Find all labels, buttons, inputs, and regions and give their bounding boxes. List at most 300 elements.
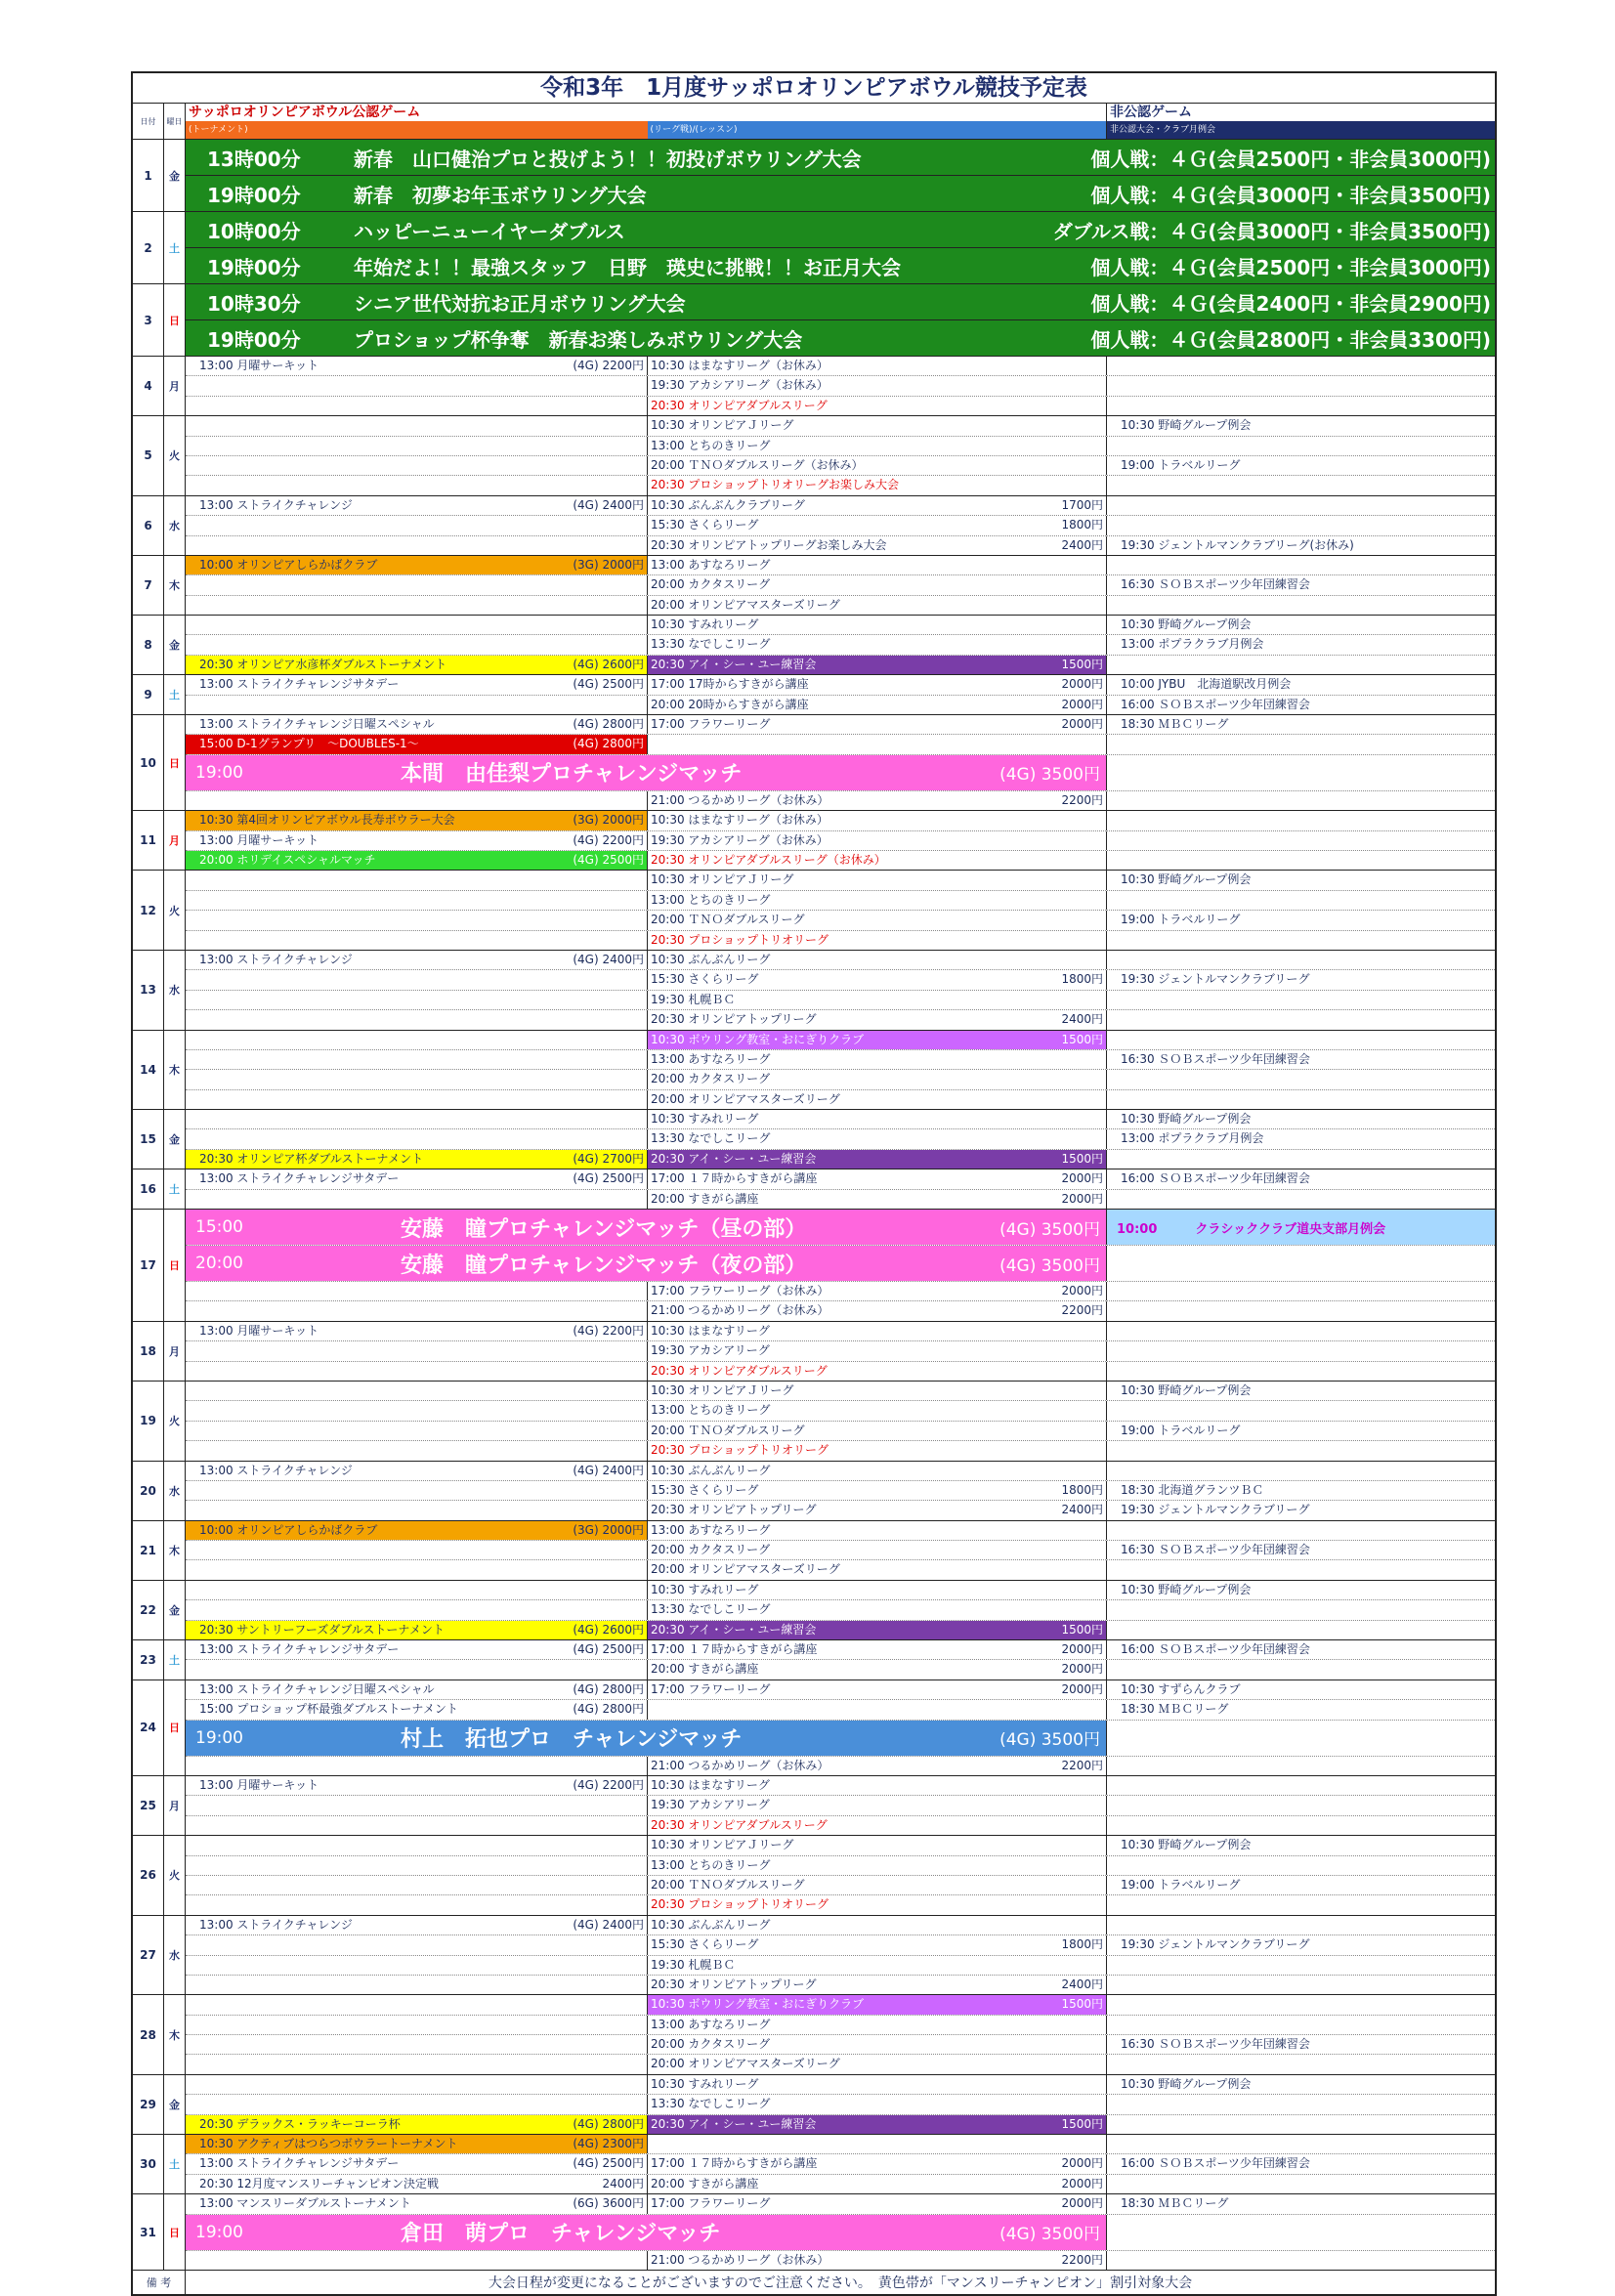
league-cell bbox=[648, 1322, 1107, 1340]
day-number: 2 bbox=[133, 212, 164, 283]
table-row bbox=[186, 991, 1495, 1010]
event-name: 20:30 オリンピア杯ダブルストーナメント bbox=[199, 1151, 424, 1166]
league-cell bbox=[648, 1169, 1107, 1188]
weekday: 木 bbox=[164, 1031, 186, 1110]
tournament-cell bbox=[186, 851, 648, 870]
weekday: 木 bbox=[164, 1995, 186, 2074]
league-cell bbox=[648, 1916, 1107, 1935]
table-row bbox=[186, 970, 1495, 990]
event-name bbox=[1121, 951, 1492, 969]
nonofficial-cell bbox=[1107, 2215, 1495, 2250]
weekday: 日 bbox=[164, 2194, 186, 2270]
event-name: 21:00 つるかめリーグ（お休み） bbox=[651, 1303, 829, 1318]
event-name: 10:30 ぶんぶんリーグ bbox=[651, 1463, 771, 1477]
day-block bbox=[133, 1110, 1495, 1169]
league-cell bbox=[648, 2016, 1107, 2034]
tournament-cell bbox=[186, 616, 648, 634]
event-name: 17:00 フラワーリーグ（お休み） bbox=[651, 1284, 829, 1298]
tournament-cell bbox=[186, 656, 648, 674]
table-row bbox=[186, 791, 1495, 810]
event-name: 20:30 オリンピア水彦杯ダブルストーナメント bbox=[199, 657, 447, 671]
event-name bbox=[199, 516, 644, 534]
nonofficial-cell bbox=[1107, 1090, 1495, 1109]
event-price: 2400円 bbox=[602, 2176, 644, 2190]
tournament-cell bbox=[186, 1876, 648, 1894]
event-price: (4G) 2800円 bbox=[573, 2116, 644, 2131]
tournament-cell bbox=[186, 1660, 648, 1679]
table-row bbox=[186, 1282, 1495, 1301]
league-cell bbox=[648, 891, 1107, 910]
league-cell bbox=[648, 397, 1107, 415]
weekday: 木 bbox=[164, 1521, 186, 1580]
tournament-cell bbox=[186, 1856, 648, 1875]
event-price: 2400円 bbox=[1061, 1503, 1103, 1517]
tournament-cell bbox=[186, 1935, 648, 1954]
event-name bbox=[199, 871, 644, 889]
event-name: 13:30 なでしこリーグ bbox=[651, 1131, 771, 1146]
challenge-price: (4G) 3500円 bbox=[999, 765, 1100, 786]
event-name: 10:30 ぶんぶんクラブリーグ bbox=[651, 497, 805, 512]
weekday: 金 bbox=[164, 1110, 186, 1169]
event-name bbox=[1121, 1090, 1492, 1109]
day-rows bbox=[186, 1110, 1495, 1169]
tournament-cell bbox=[186, 2251, 648, 2270]
event-name: 10:30 野崎グループ例会 bbox=[1121, 1382, 1252, 1397]
nonofficial-cell bbox=[1107, 2075, 1495, 2094]
event-name: 20:30 プロショップトリオリーグ bbox=[651, 932, 829, 947]
nonofficial-cell bbox=[1107, 1796, 1495, 1814]
day-block bbox=[133, 2135, 1495, 2194]
challenge-name: 安藤 瞳プロチャレンジマッチ（昼の部） bbox=[401, 1216, 807, 1242]
event-name bbox=[199, 635, 644, 654]
table-row bbox=[186, 851, 1495, 870]
event-name: 13:00 とちのきリーグ bbox=[651, 438, 771, 452]
event-price: (4G) 2200円 bbox=[573, 1778, 644, 1792]
challenge-match bbox=[186, 2215, 1107, 2250]
event-name bbox=[199, 1190, 644, 1209]
league-cell bbox=[648, 871, 1107, 889]
event-price: (4G) 2700円 bbox=[573, 1151, 644, 1166]
event-name: 16:30 ＳＯＢスポーツ少年団練習会 bbox=[1121, 1543, 1310, 1557]
event-name: 17:00 フラワーリーグ bbox=[651, 1681, 771, 1696]
event-name: 16:00 ＳＯＢスポーツ少年団練習会 bbox=[1121, 1171, 1310, 1186]
league-cell bbox=[648, 1110, 1107, 1128]
league-cell bbox=[648, 1129, 1107, 1148]
tournament-cell bbox=[186, 911, 648, 929]
tournament-cell bbox=[186, 735, 648, 753]
tournament-cell bbox=[186, 1382, 648, 1400]
event-name bbox=[199, 891, 644, 910]
nonofficial-cell bbox=[1107, 931, 1495, 950]
weekday: 水 bbox=[164, 496, 186, 555]
nonofficial-cell bbox=[1107, 1210, 1495, 1245]
event-name: 13:00 とちのきリーグ bbox=[651, 892, 771, 907]
league-cell bbox=[648, 2194, 1107, 2213]
league-cell bbox=[648, 536, 1107, 555]
event-price: 1500円 bbox=[1061, 1622, 1103, 1637]
challenge-price: (4G) 3500円 bbox=[999, 1730, 1100, 1751]
event-name bbox=[1121, 1150, 1492, 1169]
challenge-name: 村上 拓也プロ チャレンジマッチ bbox=[401, 1727, 743, 1753]
event-price: (4G) 2500円 bbox=[573, 2156, 644, 2171]
event-name: 10:30 野崎グループ例会 bbox=[1121, 872, 1252, 887]
event-name: 17:00 17時からすきがら講座 bbox=[651, 677, 809, 692]
event-name: 20:30 オリンピアトップリーグ bbox=[651, 1012, 817, 1027]
event-name: 19:00 トラベルリーグ bbox=[1121, 1423, 1241, 1437]
event-name bbox=[199, 1441, 644, 1460]
event-name: 17:00 １７時からすきがら講座 bbox=[651, 1171, 818, 1186]
weekday: 土 bbox=[164, 212, 186, 283]
day-block bbox=[133, 1382, 1495, 1462]
event-name bbox=[199, 1856, 644, 1875]
event-name bbox=[199, 1382, 644, 1400]
event-name bbox=[199, 1600, 644, 1619]
event-price: 2400円 bbox=[1061, 537, 1103, 552]
event-name bbox=[1121, 1976, 1492, 1994]
event-name: 20:30 サントリーフーズダブルストーナメント bbox=[199, 1622, 445, 1637]
tournament-cell bbox=[186, 991, 648, 1009]
table-row bbox=[186, 635, 1495, 655]
table-row bbox=[186, 1462, 1495, 1481]
league-cell bbox=[648, 496, 1107, 515]
table-header bbox=[133, 104, 1495, 140]
special-price: ダブルス戦：４Ｇ(会員3000円・非会員3500円) bbox=[1052, 219, 1491, 243]
event-name bbox=[1121, 1776, 1492, 1795]
tournament-cell bbox=[186, 675, 648, 694]
league-cell bbox=[648, 516, 1107, 534]
tournament-cell bbox=[186, 575, 648, 594]
event-name bbox=[199, 616, 644, 634]
tournament-cell bbox=[186, 1422, 648, 1440]
day-number: 28 bbox=[133, 1995, 164, 2074]
nonofficial-cell bbox=[1107, 357, 1495, 375]
day-block bbox=[133, 1916, 1495, 1996]
tournament-cell bbox=[186, 1190, 648, 1209]
weekday-header: 曜日 bbox=[164, 104, 186, 139]
tournament-cell bbox=[186, 1150, 648, 1169]
tournament-cell bbox=[186, 476, 648, 494]
league-cell bbox=[648, 1621, 1107, 1639]
page-title: 令和3年 1月度サッポロオリンピアボウル競技予定表 bbox=[133, 73, 1495, 104]
day-block bbox=[133, 1776, 1495, 1836]
event-name bbox=[1121, 1956, 1492, 1975]
table-row bbox=[186, 1976, 1495, 1994]
league-cell bbox=[648, 1010, 1107, 1029]
table-row bbox=[186, 891, 1495, 911]
league-cell bbox=[648, 2055, 1107, 2073]
event-name bbox=[199, 1935, 644, 1954]
event-price: (4G) 2800円 bbox=[573, 1702, 644, 1717]
event-name bbox=[199, 1995, 644, 2014]
day-rows bbox=[186, 1169, 1495, 1209]
event-price: 2200円 bbox=[1061, 2252, 1103, 2267]
event-name bbox=[199, 1757, 644, 1775]
nonofficial-cell bbox=[1107, 791, 1495, 810]
league-cell bbox=[648, 1660, 1107, 1679]
league-cell bbox=[648, 1816, 1107, 1835]
table-row bbox=[186, 1836, 1495, 1855]
league-cell bbox=[648, 1401, 1107, 1420]
tournament-cell bbox=[186, 1560, 648, 1579]
day-block bbox=[133, 951, 1495, 1031]
weekday: 月 bbox=[164, 811, 186, 870]
challenge-row bbox=[186, 1721, 1495, 1757]
day-number: 29 bbox=[133, 2075, 164, 2134]
league-cell bbox=[648, 735, 1107, 753]
event-name bbox=[199, 1560, 644, 1579]
event-name: 20:30 オリンピアダブルスリーグ bbox=[651, 1363, 828, 1378]
tournament-cell bbox=[186, 1031, 648, 1049]
special-price: 個人戦：４Ｇ(会員3000円・非会員3500円) bbox=[1090, 183, 1491, 207]
table-row bbox=[186, 715, 1495, 735]
day-number: 9 bbox=[133, 675, 164, 714]
nonofficial-cell bbox=[1107, 715, 1495, 734]
league-cell bbox=[648, 1462, 1107, 1480]
event-price: 1800円 bbox=[1061, 1482, 1103, 1497]
table-row bbox=[186, 1169, 1495, 1189]
event-price: (4G) 2500円 bbox=[573, 852, 644, 867]
event-price: 1500円 bbox=[1061, 2116, 1103, 2131]
table-row bbox=[186, 696, 1495, 714]
event-name: 13:00 ストライクチャレンジ bbox=[199, 497, 353, 512]
day-number: 14 bbox=[133, 1031, 164, 1110]
day-block bbox=[133, 1680, 1495, 1776]
event-name bbox=[1121, 1796, 1492, 1814]
event-price: (4G) 2400円 bbox=[573, 1463, 644, 1477]
league-cell bbox=[648, 416, 1107, 435]
league-cell bbox=[648, 1895, 1107, 1914]
event-name: 20:00 ＴＮＯダブルスリーグ bbox=[651, 913, 805, 927]
tournament-cell bbox=[186, 496, 648, 515]
event-name: 20:30 オリンピアダブルスリーグ（お休み） bbox=[651, 852, 886, 867]
league-cell bbox=[648, 1700, 1107, 1719]
nonofficial-cell bbox=[1107, 755, 1495, 790]
weekday: 金 bbox=[164, 140, 186, 211]
special-name: ハッピーニューイヤーダブルス bbox=[354, 219, 625, 243]
tournament-cell bbox=[186, 1090, 648, 1109]
event-price: (4G) 2500円 bbox=[573, 677, 644, 692]
event-name: 20:00 ＴＮＯダブルスリーグ bbox=[651, 1423, 805, 1437]
schedule-sheet bbox=[131, 71, 1497, 2296]
nonofficial-cell bbox=[1107, 1362, 1495, 1381]
tournament-cell bbox=[186, 1070, 648, 1088]
special-time: 10時00分 bbox=[207, 219, 301, 243]
event-name: 13:00 とちのきリーグ bbox=[651, 1857, 771, 1872]
league-cell bbox=[648, 1976, 1107, 1994]
challenge-time: 19:00 bbox=[195, 2222, 243, 2242]
tournament-cell bbox=[186, 2055, 648, 2073]
event-name bbox=[199, 437, 644, 455]
day-block bbox=[133, 496, 1495, 556]
table-row bbox=[186, 376, 1495, 396]
event-name: 13:00 ストライクチャレンジ bbox=[199, 1917, 353, 1932]
nonofficial-cell bbox=[1107, 1680, 1495, 1699]
event-name: 20:00 オリンピアマスターズリーグ bbox=[651, 1091, 840, 1106]
nonofficial-cell bbox=[1107, 496, 1495, 515]
league-cell bbox=[648, 911, 1107, 929]
table-row bbox=[186, 1190, 1495, 1209]
nonofficial-cell bbox=[1107, 635, 1495, 654]
nonofficial-cell bbox=[1107, 1322, 1495, 1340]
event-name: 10:30 ぶんぶんリーグ bbox=[651, 952, 771, 966]
weekday: 火 bbox=[164, 871, 186, 950]
tournament-cell bbox=[186, 791, 648, 810]
day-rows bbox=[186, 1322, 1495, 1381]
table-row bbox=[186, 357, 1495, 376]
league-cell bbox=[648, 991, 1107, 1009]
event-name bbox=[1121, 516, 1492, 534]
challenge-name: 安藤 瞳プロチャレンジマッチ（夜の部） bbox=[401, 1253, 807, 1278]
nonofficial-cell bbox=[1107, 1935, 1495, 1954]
league-cell bbox=[648, 715, 1107, 734]
event-name: 20:30 オリンピアトップリーグ bbox=[651, 1503, 817, 1517]
special-event-row bbox=[186, 248, 1495, 283]
day-rows bbox=[186, 1031, 1495, 1110]
nonofficial-cell bbox=[1107, 2135, 1495, 2153]
nonofficial-cell bbox=[1107, 1050, 1495, 1069]
day-block bbox=[133, 357, 1495, 416]
event-name: 13:30 なでしこリーグ bbox=[651, 1602, 771, 1617]
nonofficial-cell bbox=[1107, 536, 1495, 555]
event-name: 10:30 アクティブはつらつボウラートーナメント bbox=[199, 2137, 458, 2151]
nonofficial-cell bbox=[1107, 1110, 1495, 1128]
nonofficial-cell bbox=[1107, 2194, 1495, 2213]
weekday: 金 bbox=[164, 2075, 186, 2134]
league-cell bbox=[648, 1796, 1107, 1814]
tournament-cell bbox=[186, 376, 648, 395]
league-cell bbox=[648, 1441, 1107, 1460]
event-name: 16:00 ＳＯＢスポーツ少年団練習会 bbox=[1121, 2156, 1310, 2171]
nonofficial-cell bbox=[1107, 1282, 1495, 1300]
event-name: 13:00 とちのきリーグ bbox=[651, 1403, 771, 1418]
league-cell bbox=[648, 656, 1107, 674]
event-name bbox=[199, 1110, 644, 1128]
league-cell bbox=[648, 1560, 1107, 1579]
event-name: 20:30 オリンピアトップリーグお楽しみ大会 bbox=[651, 537, 887, 552]
table-row bbox=[186, 1382, 1495, 1401]
challenge-price: (4G) 3500円 bbox=[999, 1219, 1100, 1240]
event-name bbox=[199, 1301, 644, 1320]
event-name bbox=[1121, 476, 1492, 494]
day-number: 24 bbox=[133, 1680, 164, 1775]
special-price: 個人戦：４Ｇ(会員2500円・非会員3000円) bbox=[1090, 147, 1491, 171]
table-row bbox=[186, 1322, 1495, 1341]
weekday: 金 bbox=[164, 616, 186, 674]
league-cell bbox=[648, 2154, 1107, 2173]
tournament-cell bbox=[186, 1129, 648, 1148]
event-name bbox=[1121, 1660, 1492, 1679]
event-name bbox=[1121, 1916, 1492, 1935]
event-name: 20:30 アイ・シー・ユー練習会 bbox=[651, 1151, 817, 1166]
event-price: 2000円 bbox=[1061, 2196, 1103, 2211]
nonofficial-header bbox=[1107, 104, 1495, 139]
event-name: 20:30 オリンピアダブルスリーグ bbox=[651, 398, 828, 412]
event-price: 2000円 bbox=[1061, 717, 1103, 732]
league-cell bbox=[648, 851, 1107, 870]
day-block bbox=[133, 140, 1495, 212]
nonofficial-cell bbox=[1107, 991, 1495, 1009]
table-row bbox=[186, 1796, 1495, 1815]
table-row bbox=[186, 397, 1495, 415]
special-price: 個人戦：４Ｇ(会員2500円・非会員3000円) bbox=[1090, 255, 1491, 279]
nonofficial-subheader: 非公認大会・クラブ月例会 bbox=[1107, 121, 1495, 139]
event-name bbox=[1121, 556, 1492, 574]
event-name bbox=[1121, 1462, 1492, 1480]
event-price: 2000円 bbox=[1061, 2176, 1103, 2190]
event-name: 20:00 カクタスリーグ bbox=[651, 2037, 771, 2052]
event-price: (4G) 2200円 bbox=[573, 359, 644, 372]
weekday: 土 bbox=[164, 1169, 186, 1209]
event-name bbox=[199, 1090, 644, 1109]
event-name: 10:30 オリンピアＪリーグ bbox=[651, 872, 794, 887]
day-block bbox=[133, 871, 1495, 951]
day-block bbox=[133, 2075, 1495, 2135]
event-name bbox=[199, 2055, 644, 2073]
event-name: 10:30 ぶんぶんリーグ bbox=[651, 1917, 771, 1932]
event-name bbox=[1121, 437, 1492, 455]
tournament-cell bbox=[186, 1621, 648, 1639]
table-row bbox=[186, 556, 1495, 575]
event-name bbox=[199, 991, 644, 1009]
day-block bbox=[133, 675, 1495, 715]
day-number: 12 bbox=[133, 871, 164, 950]
event-name bbox=[1121, 2135, 1492, 2153]
challenge-time: 15:00 bbox=[195, 1217, 243, 1238]
table-row bbox=[186, 1401, 1495, 1421]
challenge-time: 19:00 bbox=[195, 762, 243, 783]
event-name: 17:00 １７時からすきがら講座 bbox=[651, 2156, 818, 2171]
event-name: 20:30 アイ・シー・ユー練習会 bbox=[651, 1622, 817, 1637]
event-name bbox=[1121, 735, 1492, 753]
league-cell bbox=[648, 575, 1107, 594]
event-name bbox=[1121, 1010, 1492, 1029]
tournament-cell bbox=[186, 2135, 648, 2153]
table-row bbox=[186, 1031, 1495, 1050]
table-row bbox=[186, 1600, 1495, 1620]
event-price: 2200円 bbox=[1061, 792, 1103, 807]
nonofficial-cell bbox=[1107, 1169, 1495, 1188]
tournament-subheader: (トーナメント) bbox=[186, 121, 648, 139]
tournament-cell bbox=[186, 1341, 648, 1360]
league-cell bbox=[648, 1282, 1107, 1300]
nonofficial-cell bbox=[1107, 675, 1495, 694]
nonofficial-cell bbox=[1107, 1441, 1495, 1460]
event-name bbox=[1121, 1441, 1492, 1460]
nonofficial-cell bbox=[1107, 516, 1495, 534]
special-time: 19時00分 bbox=[207, 327, 301, 352]
event-name: 13:00 ストライクチャレンジ日曜スペシャル bbox=[199, 1681, 435, 1696]
tournament-cell bbox=[186, 1401, 648, 1420]
tournament-cell bbox=[186, 1462, 648, 1480]
table-row bbox=[186, 1916, 1495, 1935]
event-price: (4G) 2800円 bbox=[573, 717, 644, 732]
event-name: 10:30 すずらんクラブ bbox=[1121, 1681, 1241, 1696]
league-cell bbox=[648, 437, 1107, 455]
event-name bbox=[1121, 496, 1492, 515]
event-name: 13:00 ストライクチャレンジサタデー bbox=[199, 677, 400, 692]
event-name: 13:00 ポプラクラブ月例会 bbox=[1121, 637, 1264, 652]
event-name: 13:00 月曜サーキット bbox=[199, 1323, 319, 1338]
table-row bbox=[186, 1341, 1495, 1361]
event-name bbox=[199, 1541, 644, 1559]
league-cell bbox=[648, 931, 1107, 950]
event-name bbox=[1121, 1362, 1492, 1381]
league-cell bbox=[648, 1150, 1107, 1169]
day-rows bbox=[186, 675, 1495, 714]
weekday: 木 bbox=[164, 556, 186, 615]
league-cell bbox=[648, 1521, 1107, 1540]
event-price: 2000円 bbox=[1061, 1681, 1103, 1696]
